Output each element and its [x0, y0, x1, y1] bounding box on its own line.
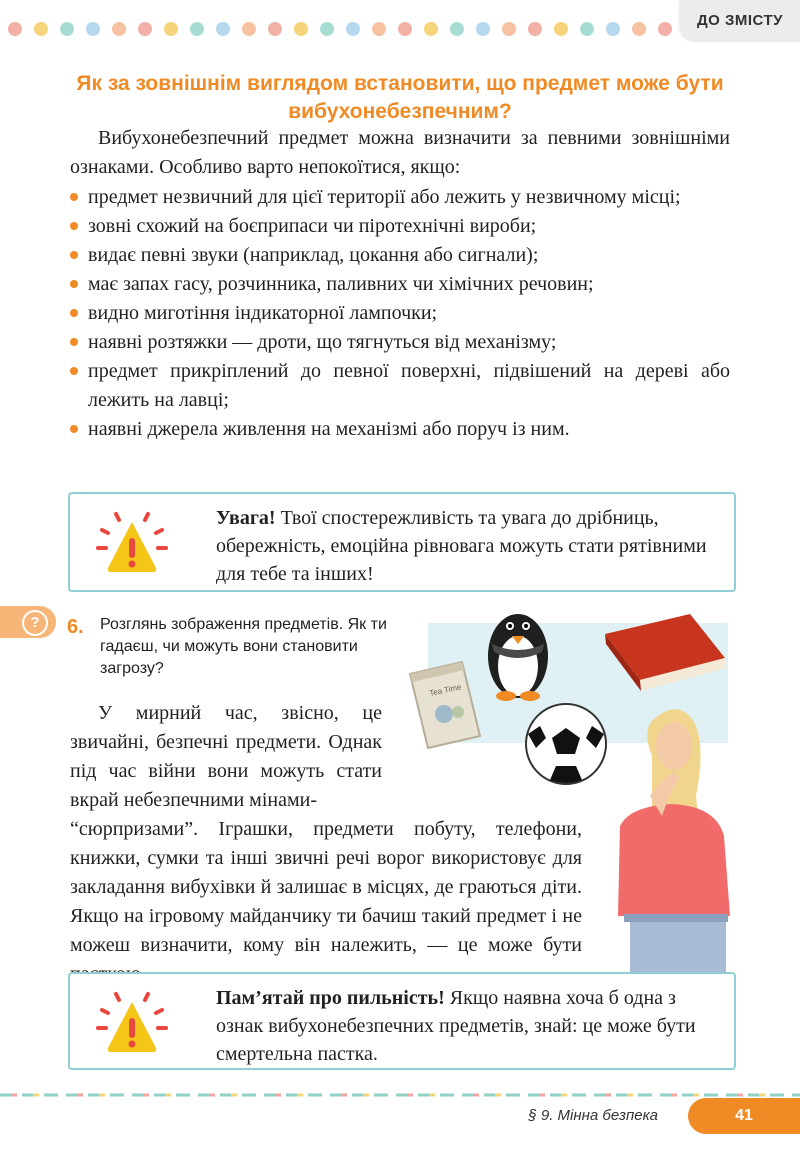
- task-text: Розглянь зображення предметів. Як ти гадаєш, чи можуть вони становити загрозу?: [100, 616, 387, 677]
- decorative-dot: [216, 22, 230, 36]
- soccer-ball-image: [526, 704, 606, 784]
- decorative-dot: [424, 22, 438, 36]
- list-item-text: предмет прикріплений до певної поверхні, підвішений на дереві або лежить на лавці;: [88, 360, 730, 411]
- decorative-dot: [164, 22, 178, 36]
- tin-label: Tea Time: [428, 682, 463, 698]
- list-item: [70, 183, 730, 212]
- warning-icon: [94, 982, 170, 1058]
- bullet-icon: [70, 367, 78, 375]
- bullet-icon: [70, 222, 78, 230]
- tea-tin-image: [410, 662, 480, 748]
- list-item: [70, 357, 730, 415]
- task-number: 6.: [67, 616, 84, 638]
- vigilance-text: [216, 984, 716, 1068]
- vigilance-title: Пам’ятай про пильність!: [216, 987, 445, 1009]
- footer-section-label: § 9. Мінна безпека: [528, 1107, 658, 1124]
- bullet-icon: [70, 280, 78, 288]
- decorative-dot: [476, 22, 490, 36]
- list-item-text: наявні розтяжки — дроти, що тягнуться від механізму;: [88, 331, 557, 353]
- decorative-dot: [34, 22, 48, 36]
- decorative-dot: [632, 22, 646, 36]
- bullet-icon: [70, 425, 78, 433]
- list-item-text: має запах гасу, розчинника, паливних чи хімічних речовин;: [88, 273, 594, 295]
- bullet-icon: [70, 251, 78, 259]
- decorative-dot: [372, 22, 386, 36]
- list-item: [70, 241, 730, 270]
- decorative-dot: [86, 22, 100, 36]
- list-item: [70, 212, 730, 241]
- list-item: [70, 299, 730, 328]
- list-item: [70, 328, 730, 357]
- thinking-girl-image: [618, 709, 730, 976]
- list-item: [70, 415, 730, 444]
- list-item-text: зовні схожий на боєприпаси чи піротехнічні вироби;: [88, 215, 537, 237]
- bullet-icon: [70, 338, 78, 346]
- vigilance-notice: [68, 972, 736, 1070]
- vigilance-body: Якщо наявна хоча б одна з ознак вибухонебезпечних предметів, знай: це може бути смертельна пастка.: [216, 987, 696, 1065]
- decorative-dot: [242, 22, 256, 36]
- decorative-dot: [320, 22, 334, 36]
- warning-icon: [94, 502, 170, 578]
- list-item: [70, 270, 730, 299]
- bullet-icon: [70, 193, 78, 201]
- decorative-dot: [60, 22, 74, 36]
- list-item-text: предмет незвичний для цієї території або лежить у незвичному місці;: [88, 186, 681, 208]
- decorative-dot: [658, 22, 672, 36]
- penguin-toy-image: [488, 614, 548, 701]
- attention-body: Твої спостережливість та увага до дрібниць, обережність, емоційна рівновага можуть стати рятівними для тебе та інших!: [216, 507, 707, 585]
- intro-paragraph: Вибухонебезпечний предмет можна визначити за певними зовнішніми ознаками. Особливо варто непокоїтися, якщо:: [70, 127, 730, 178]
- decorative-dot: [346, 22, 360, 36]
- attention-title: Увага!: [216, 507, 276, 529]
- attention-notice: [68, 492, 736, 592]
- decorative-dot: [580, 22, 594, 36]
- decorative-dot: [190, 22, 204, 36]
- decorative-dot: [450, 22, 464, 36]
- footer-dashed-line: [0, 1093, 800, 1097]
- paragraph-part-2: “сюрпризами”. Іграшки, предмети побуту, телефони, книжки, сумки та інші звичні речі ворог використовує для закладання вибухівки й залишає в місцях, де граються діти. Якщо на ігровому майданчику ти бачиш такий предмет і не можеш визначити, кому він належить, — це може бути: [70, 818, 582, 956]
- decorative-dot: [554, 22, 568, 36]
- decorative-dot: [112, 22, 126, 36]
- decorative-dot: [294, 22, 308, 36]
- decorative-dot: [138, 22, 152, 36]
- section-heading: Як за зовнішнім виглядом встановити, що предмет може бути вибухонебезпечним?: [76, 72, 724, 123]
- decorative-dot: [606, 22, 620, 36]
- list-item-text: наявні джерела живлення на механізмі або поруч із ним.: [88, 418, 570, 440]
- book-image: [605, 614, 726, 691]
- decorative-dot: [8, 22, 22, 36]
- signs-list: [70, 183, 730, 444]
- decorative-dot: [528, 22, 542, 36]
- paragraph-part-1: У мирний час, звісно, це звичайні, безпечні предмети. Однак під час війни вони можуть стати вкрай небезпечними мінами-: [70, 702, 382, 811]
- decorative-dot: [268, 22, 282, 36]
- decorative-dot: [398, 22, 412, 36]
- bullet-icon: [70, 309, 78, 317]
- decorative-dots: [8, 22, 698, 36]
- decorative-dot: [502, 22, 516, 36]
- attention-text: [216, 504, 716, 588]
- question-tab: [0, 606, 56, 638]
- page-number: 41: [688, 1098, 800, 1134]
- table-of-contents-button[interactable]: ДО ЗМІСТУ: [680, 0, 800, 40]
- question-icon: ?: [22, 610, 48, 636]
- list-item-text: видно миготіння індикаторної лампочки;: [88, 302, 438, 324]
- list-item-text: видає певні звуки (наприклад, цокання або сигнали);: [88, 244, 539, 266]
